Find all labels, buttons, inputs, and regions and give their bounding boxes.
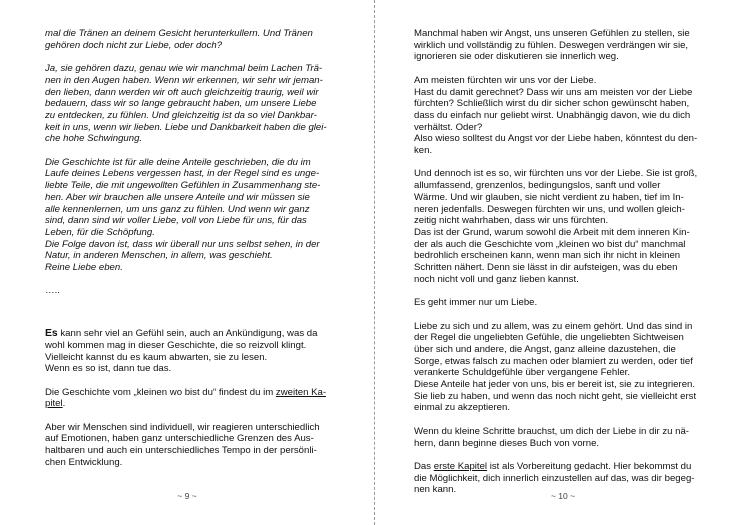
intro-paragraph [45, 328, 356, 375]
paragraph: Am meisten fürchten wir uns vor der Liebe. Hast du damit gerechnet? Dass wir uns am meisten vor der Liebe fürchten? Schließlich wirst du dir sicher schon gewünscht haben, dass du einfach nur geliebt wirst. Unabhängig davon, wie du dich verhältst. Oder? Also wieso solltest du Angst vor der Liebe haben, könntest du den- ken. [414, 74, 698, 157]
closing-paragraph: Aber wir Menschen sind individuell, wir reagieren unterschiedlich auf Emotionen, haben ganz unterschiedliche Grenzen des Aus- haltbaren und auch ein unterschiedliches Tempo in der persönli- chen Entwicklung. [45, 421, 320, 468]
chapter-reference-paragraph [45, 387, 356, 410]
paragraph: Und dennoch ist es so, wir fürchten uns vor der Liebe. Sie ist groß, allumfassend, grenzenlos, bedingungslos, sanft und voller Wärme. Und wir glauben, sie nicht verdient zu haben, tief im In- neren jedenfalls. Deswegen fürchten wir uns, und wollen gleich- zeitig nicht wahrhaben, dass wir uns fürchten. Das ist der Grund, warum sowohl die Arbeit mit dem inneren Kin- der als auch die Geschichte vom „kleinen wo bist du“ manchmal bedrohlich erscheinen kann, wenn man sich ihr nicht in kleinen Schritten nähert. Denn sie lässt in dir aufsteigen, was du eben noch nicht voll und ganz lieben kannst. [414, 168, 698, 285]
paragraph: Liebe zu sich und zu allem, was zu einem gehört. Und das sind in der Regel die ungeliebten Gefühle, die ungeliebten Sichtweisen über sich und andere, die Angst, ganz alleine dazustehen, die Sorge, etwas falsch zu machen oder blamiert zu werden, oder tief verankerte Schuldgefühle über vergangene Fehler. Diese Anteile hat jeder von uns, bis er bereit ist, sie zu integrieren. Sie lieb zu haben, und wenn das noch nicht geht, sie vielleicht erst einmal zu akzeptieren. [414, 320, 697, 414]
first-chapter-text: Das [414, 460, 434, 472]
intro-text: kann sehr viel an Gefühl sein, auch an Ankündigung, was da wohl kommen mag in dieser Geschichte, die so reizvoll klingt. Vielleicht kannst du es kaum abwarten, sie zu lesen. Wenn es so ist, dann tue das. [45, 328, 318, 375]
italic-paragraph: Die Geschichte ist für alle deine Anteile geschrieben, die du im Laufe deines Lebens vergessen hast, in der Regel sind es unge- liebte Teile, die mit ungewollten Gefühlen in Zusammenhang ste- hen. Aber wir brauchen alle unsere Anteile und wir müssen sie alle kennenlernen, um uns ganz zu fühlen. Und wenn wir ganz sind, dann sind wir voller Liebe, voll von Liebe für uns, für das Leben, für die Schöpfung. Die Folge davon ist, dass wir überall nur uns selbst sehen, in der Natur, in anderen Menschen, in allem, was geschieht. Reine Liebe eben. [45, 156, 321, 274]
page-number: ~ 9 ~ [177, 491, 197, 501]
paragraph: Wenn du kleine Schritte brauchst, um dich der Liebe in dir zu nä- hern, dann beginne dieses Buch von vorne. [414, 425, 689, 449]
ellipsis-separator: ….. [45, 285, 60, 297]
page-number: ~ 10 ~ [550, 491, 576, 501]
italic-paragraph: mal die Tränen an deinem Gesicht herunterkullern. Und Tränen gehören doch nicht zur Liebe, oder doch? [45, 28, 313, 51]
left-page [0, 0, 374, 525]
lead-word: Es [45, 328, 58, 340]
paragraph: Es geht immer nur um Liebe. [414, 297, 538, 309]
first-chapter-rest: ist als Vorbereitung gedacht. Hier bekommst du die Möglichkeit, dich innerlich einzustellen auf das, was dir begeg- nen kann. [414, 460, 695, 496]
first-chapter-link[interactable]: erste Kapitel [433, 460, 488, 472]
reference-text: Die Geschichte vom „kleinen wo bist du“ findest du im [45, 386, 276, 398]
right-page [376, 0, 750, 525]
second-chapter-link[interactable]: zweiten Ka- pitel [45, 386, 327, 410]
page-divider [374, 0, 375, 525]
paragraph: Manchmal haben wir Angst, uns unseren Gefühlen zu stellen, sie wirklich und vollständig zu fühlen. Deswegen verdrängen wir sie, ignorieren sie oder diskutieren sie innerlich weg. [414, 28, 690, 63]
reference-end: . [62, 398, 66, 410]
italic-paragraph: Ja, sie gehören dazu, genau wie wir manchmal beim Lachen Trä- nen in den Augen haben. Wenn wir erkennen, wir sehr wir jeman- den lieben, dann werden wir oft auch gleichzeitig traurig, weil wir bedauern, dass wir so lange gebraucht haben, um unsere Liebe zu entdecken, zu fühlen. Und gleichzeitig ist da so viel Dankbar- keit in uns, wenn wir lieben. Liebe und Dankbarkeit haben die glei- che hohe Schwingung. [45, 63, 327, 145]
